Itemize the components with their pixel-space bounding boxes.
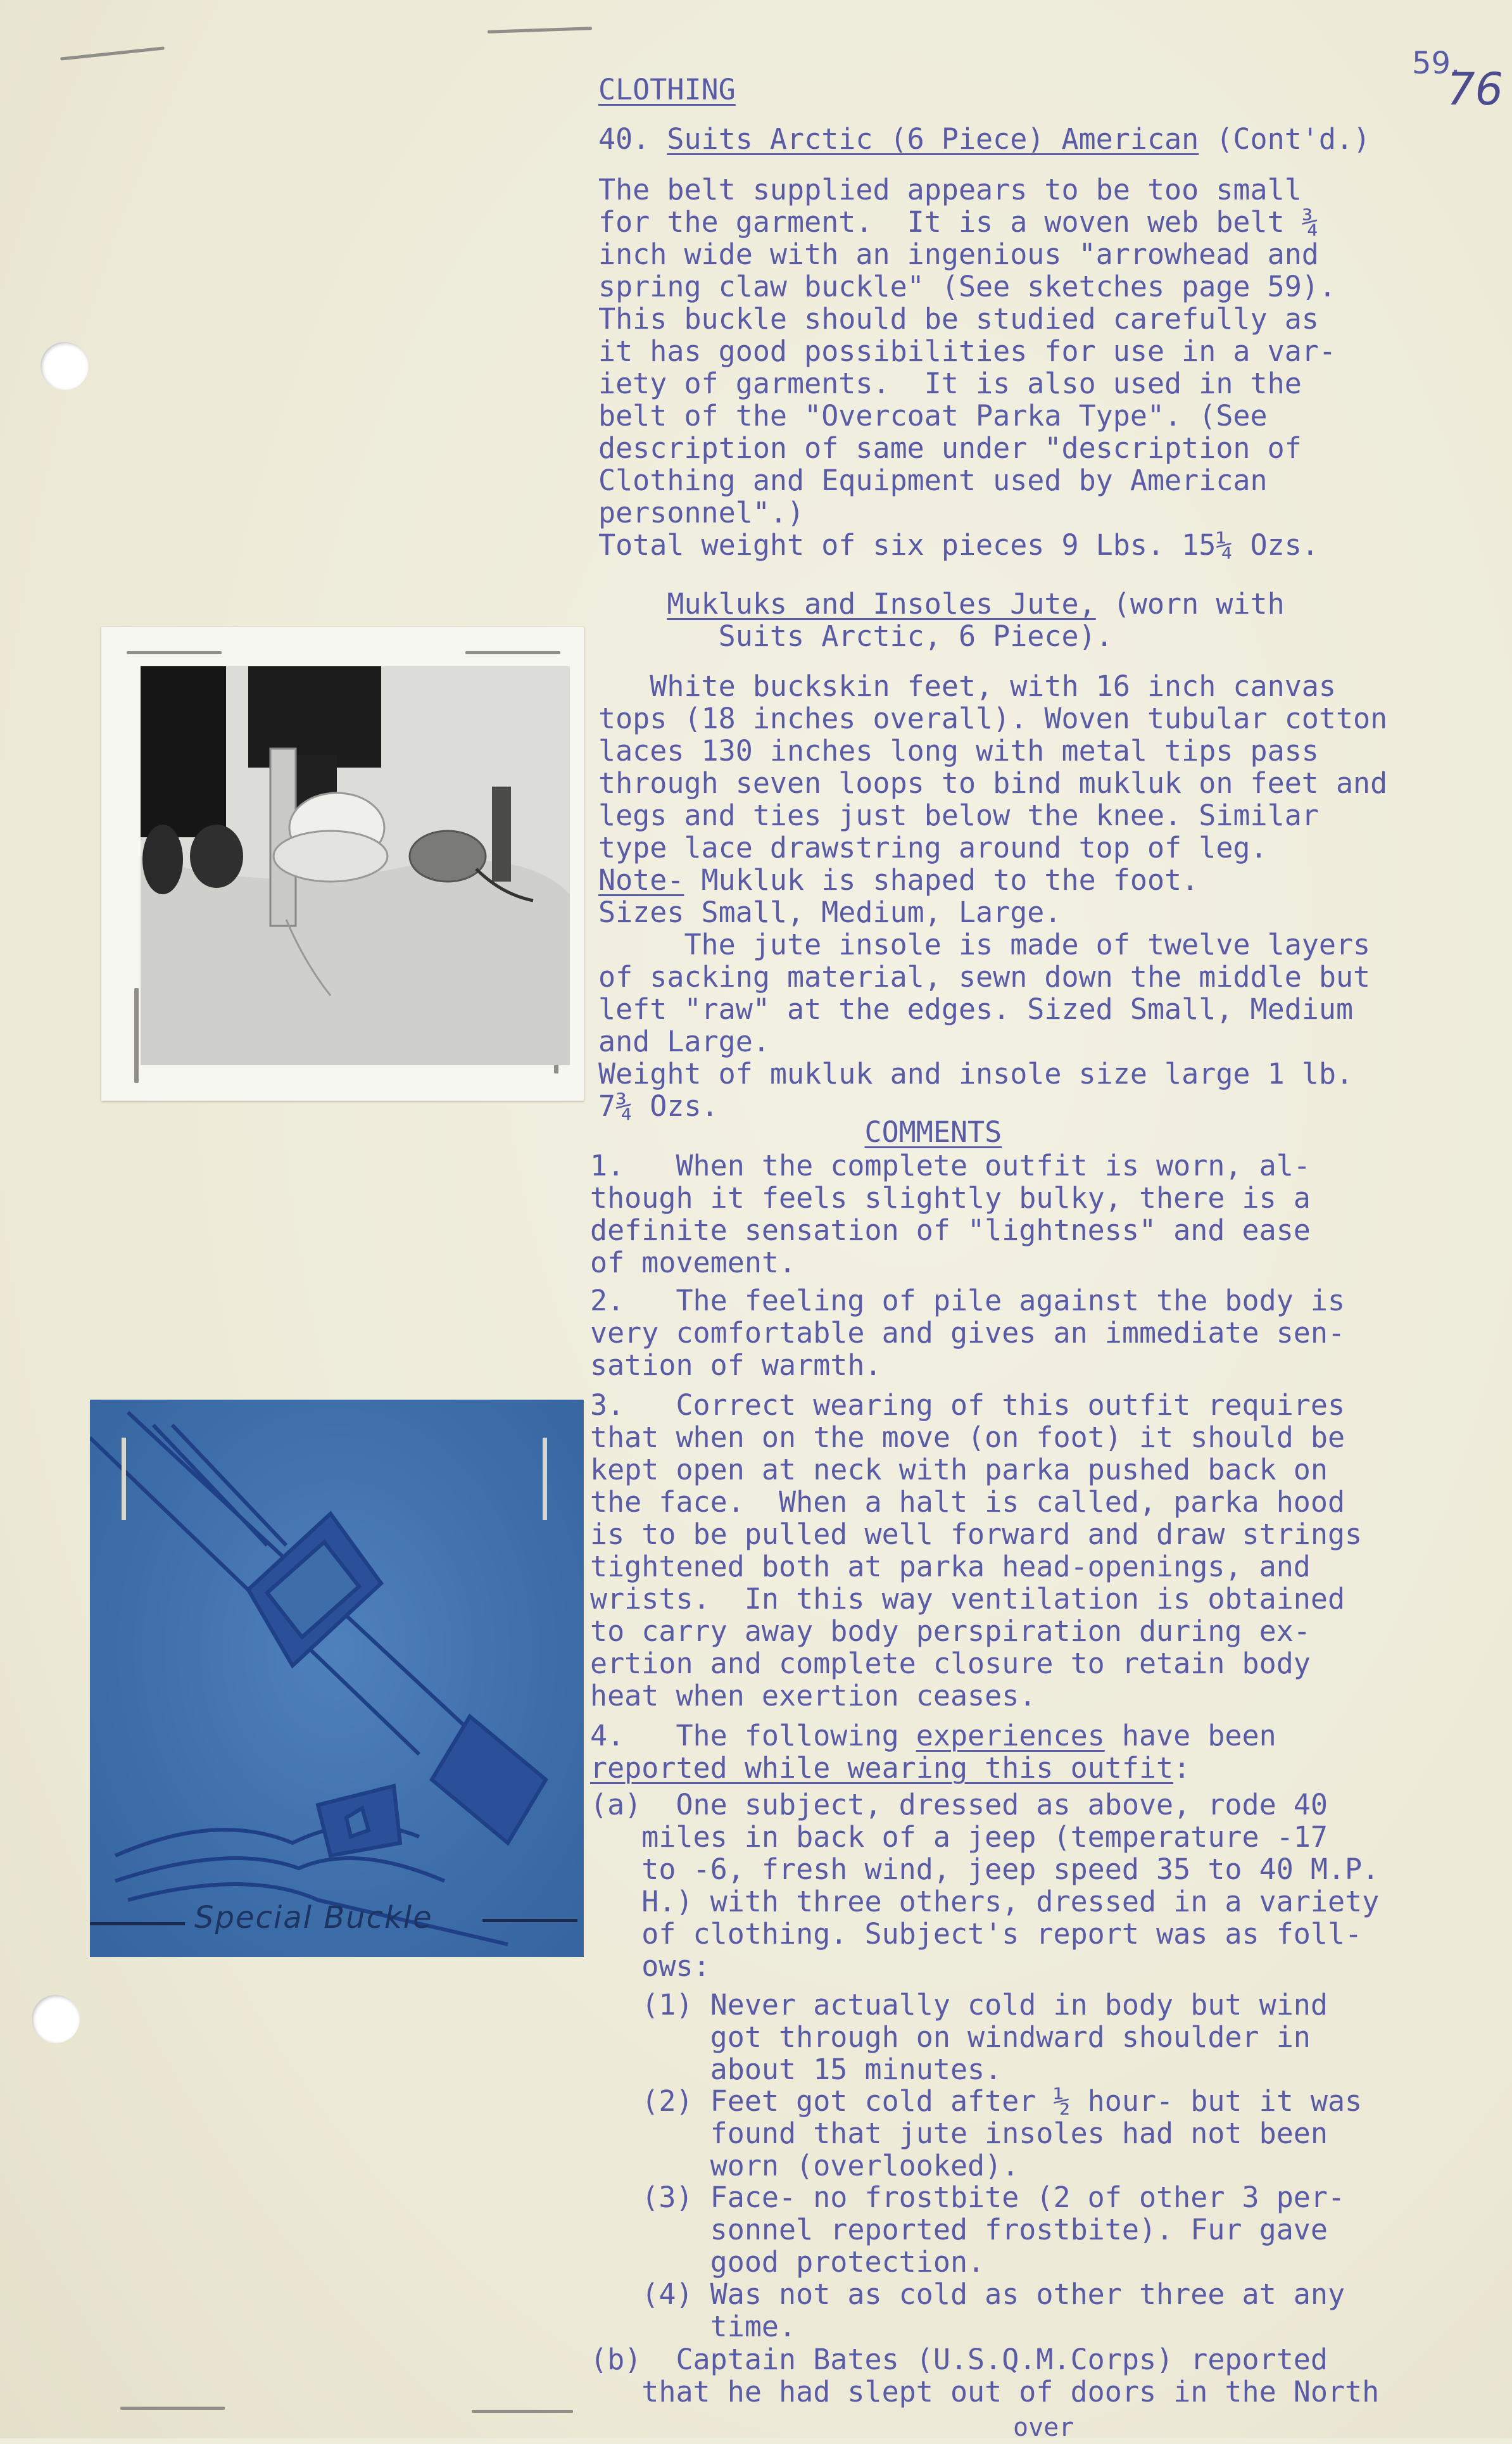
text-line [598, 303, 1319, 335]
text-fragment: laces 130 inches long with metal tips pass [598, 734, 1319, 768]
buckle-sketch-photo [90, 1400, 584, 1957]
text-fragment: sonnel reported frostbite). Fur gave [590, 2213, 1328, 2246]
text-fragment: of clothing. Subject's report was as foll- [590, 1917, 1363, 1951]
text-fragment: through seven loops to bind mukluk on feet and [598, 766, 1388, 800]
text-fragment: description of same under "description of [598, 431, 1302, 465]
text-line [598, 961, 1370, 993]
text-fragment: Mukluks and Insoles Jute, [667, 587, 1096, 621]
text-fragment: spring claw buckle" (See sketches page 59). [598, 270, 1336, 303]
text-fragment: Suits Arctic, 6 Piece). [598, 619, 1113, 653]
text-line [590, 1821, 1328, 1853]
text-fragment: left "raw" at the edges. Sized Small, Medium [598, 992, 1354, 1026]
text-fragment: Total weight of six pieces 9 Lbs. 15¼ Ozs. [598, 528, 1319, 562]
text-fragment: (Cont'd.) [1199, 122, 1371, 156]
text-line [598, 799, 1319, 832]
text-line [598, 993, 1353, 1025]
text-fragment: personnel".) [598, 496, 805, 529]
text-line [598, 588, 1285, 620]
text-fragment: (1) Never actually cold in body but wind [590, 1988, 1328, 2022]
mukluk-photo [101, 627, 584, 1101]
text-line [590, 2117, 1328, 2150]
text-line [598, 497, 804, 529]
text-fragment: definite sensation of "lightness" and ease [590, 1213, 1311, 1247]
text-fragment: got through on windward shoulder in [590, 2020, 1311, 2054]
text-line [590, 1885, 1379, 1918]
text-line [590, 1518, 1362, 1550]
text-line [598, 432, 1302, 464]
text-line [590, 2278, 1345, 2310]
mukluk-photo-image [141, 666, 570, 1065]
text-fragment: The belt supplied appears to be too small [598, 173, 1302, 206]
text-fragment: about 15 minutes. [590, 2053, 1002, 2086]
text-fragment: miles in back of a jeep (temperature -17 [590, 1820, 1328, 1854]
text-fragment: type lace drawstring around top of leg. [598, 831, 1268, 864]
text-line [590, 1149, 1311, 1182]
text-line [598, 896, 1062, 928]
text-fragment: and Large. [598, 1025, 770, 1058]
sketch-caption: Special Buckle [194, 1900, 433, 1935]
text-fragment: COMMENTS [864, 1115, 1002, 1149]
photo-image [141, 666, 570, 1065]
text-line [590, 1583, 1345, 1615]
text-line [598, 1025, 770, 1058]
text-fragment: of movement. [590, 1246, 797, 1279]
text-fragment: have been [1104, 1719, 1276, 1752]
text-fragment: (b) Captain Bates (U.S.Q.M.Corps) reported [590, 2343, 1328, 2376]
buckle-sketch-image [90, 1400, 584, 1957]
text-line [598, 620, 1113, 652]
text-fragment: 3. Correct wearing of this outfit requires [590, 1388, 1345, 1422]
text-fragment: Clothing and Equipment used by American [598, 464, 1268, 497]
text-line [598, 174, 1302, 206]
text-fragment: time. [590, 2310, 797, 2343]
text-fragment: 1. When the complete outfit is worn, al- [590, 1149, 1311, 1182]
text-fragment: 4. The following [590, 1719, 916, 1752]
text-fragment: very comfortable and gives an immediate sen- [590, 1316, 1345, 1350]
text-line [590, 1719, 1276, 1752]
text-line [598, 400, 1268, 432]
text-fragment: found that jute insoles had not been [590, 2117, 1328, 2150]
text-fragment: reported while wearing this outfit [590, 1751, 1174, 1785]
text-fragment: of sacking material, sewn down the middle but [598, 960, 1371, 994]
text-fragment: (2) Feet got cold after ½ hour- but it was [590, 2084, 1363, 2118]
text-fragment: kept open at neck with parka pushed back on [590, 1453, 1328, 1486]
text-line [590, 2310, 796, 2343]
text-fragment: it has good possibilities for use in a var- [598, 334, 1336, 368]
text-line [590, 1680, 1036, 1712]
text-line [590, 2246, 985, 2278]
text-line [590, 2376, 1379, 2408]
text-fragment: heat when exertion ceases. [590, 1679, 1036, 1713]
text-fragment: (a) One subject, dressed as above, rode 40 [590, 1788, 1328, 1821]
text-line [590, 1853, 1379, 1885]
text-line [590, 1789, 1328, 1821]
text-fragment: experiences [916, 1719, 1105, 1752]
photo-staple [127, 651, 222, 654]
text-fragment: belt of the "Overcoat Parka Type". (See [598, 399, 1268, 433]
text-fragment: ows: [590, 1949, 710, 1983]
text-line [590, 1918, 1362, 1950]
text-fragment: that he had slept out of doors in the North [590, 2375, 1380, 2409]
text-line [598, 670, 1336, 702]
text-line [598, 832, 1268, 864]
text-fragment: The jute insole is made of twelve layers [598, 928, 1371, 961]
text-fragment: (4) Was not as cold as other three at any [590, 2277, 1345, 2311]
text-fragment: to -6, fresh wind, jeep speed 35 to 40 M.P. [590, 1852, 1380, 1886]
text-line [598, 270, 1336, 303]
text-fragment: (3) Face- no frostbite (2 of other 3 per- [590, 2181, 1345, 2214]
text-fragment: inch wide with an ingenious "arrowhead and [598, 237, 1319, 271]
staple-bottom-left [120, 2407, 225, 2410]
text-line [590, 2053, 1002, 2086]
text-fragment: sation of warmth. [590, 1348, 882, 1382]
text-line [598, 123, 1370, 155]
text-line [590, 1647, 1311, 1680]
text-fragment: tops (18 inches overall). Woven tubular cotton [598, 702, 1388, 735]
text-fragment: Mukluk is shaped to the foot. [684, 863, 1199, 897]
text-line [590, 1950, 710, 1982]
text-fragment [598, 587, 667, 621]
text-line [590, 2343, 1328, 2376]
text-line [590, 1246, 796, 1279]
photo-staple [134, 988, 139, 1083]
text-line [590, 1989, 1328, 2021]
text-fragment: is to be pulled well forward and draw strings [590, 1517, 1363, 1551]
text-line [590, 1182, 1311, 1214]
page-number-typed: 59. [1412, 46, 1461, 81]
text-line [598, 735, 1319, 767]
text-fragment: Sizes Small, Medium, Large. [598, 896, 1062, 929]
staple-bottom-center [472, 2410, 573, 2413]
text-line [590, 2150, 1019, 2182]
text-line [590, 1214, 1311, 1246]
text-line [598, 73, 736, 106]
text-line [598, 238, 1319, 270]
text-line [598, 529, 1319, 561]
text-line [590, 2085, 1362, 2117]
text-line [598, 335, 1336, 367]
text-fragment: CLOTHING [598, 73, 736, 106]
text-line [598, 864, 1199, 896]
text-fragment: White buckskin feet, with 16 inch canvas [598, 669, 1336, 703]
text-line [598, 928, 1370, 961]
text-fragment: worn (overlooked). [590, 2149, 1019, 2182]
punch-hole-top [41, 342, 89, 390]
text-line [590, 2021, 1311, 2053]
text-fragment: (worn with [1095, 587, 1285, 621]
text-line [598, 767, 1387, 799]
text-line [590, 1116, 1002, 1148]
text-line [598, 206, 1319, 238]
text-fragment: 2. The feeling of pile against the body is [590, 1284, 1345, 1317]
text-fragment: : [1173, 1751, 1191, 1785]
text-fragment: to carry away body perspiration during ex- [590, 1614, 1311, 1648]
text-fragment: good protection. [590, 2245, 985, 2279]
text-fragment: Weight of mukluk and insole size large 1 lb. [598, 1057, 1354, 1091]
text-fragment: This buckle should be studied carefully as [598, 302, 1319, 336]
text-fragment: 40. [598, 122, 667, 156]
text-fragment: iety of garments. It is also used in the [598, 367, 1302, 400]
text-line [590, 1550, 1311, 1583]
text-line [590, 2181, 1345, 2213]
text-line [598, 367, 1302, 400]
text-line [590, 1453, 1328, 1486]
text-line [590, 1615, 1311, 1647]
text-fragment: tightened both at parka head-openings, and [590, 1550, 1311, 1583]
text-fragment: ertion and complete closure to retain body [590, 1647, 1311, 1680]
text-fragment: wrists. In this way ventilation is obtained [590, 1582, 1345, 1616]
staple-top-center [488, 27, 592, 34]
text-fragment: 7¾ Ozs. [598, 1089, 719, 1123]
page-number-handwritten: 76 [1447, 63, 1504, 115]
text-fragment: Suits Arctic (6 Piece) American [667, 122, 1199, 156]
text-line [590, 1421, 1345, 1453]
text-fragment: the face. When a halt is called, parka hood [590, 1485, 1345, 1519]
text-fragment: for the garment. It is a woven web belt ¾ [598, 205, 1319, 239]
text-fragment: Note- [598, 863, 684, 897]
staple-top-left [60, 46, 165, 60]
text-fragment: that when on the move (on foot) it should be [590, 1421, 1345, 1454]
text-line [590, 1317, 1345, 1349]
text-line [590, 1752, 1190, 1784]
photo-staple [465, 651, 560, 654]
footer-over: over [1013, 2413, 1074, 2442]
punch-hole-bottom [32, 1995, 80, 2043]
text-fragment: H.) with three others, dressed in a variety [590, 1885, 1380, 1918]
text-fragment: though it feels slightly bulky, there is a [590, 1181, 1311, 1215]
text-line [590, 2213, 1328, 2246]
text-line [598, 1058, 1353, 1090]
text-fragment: legs and ties just below the knee. Similar [598, 799, 1319, 832]
text-line [598, 464, 1268, 497]
text-fragment [590, 1115, 864, 1149]
text-line [598, 702, 1387, 735]
text-line [590, 1349, 882, 1381]
text-line [590, 1486, 1345, 1518]
text-line [590, 1284, 1345, 1317]
text-line [590, 1389, 1345, 1421]
